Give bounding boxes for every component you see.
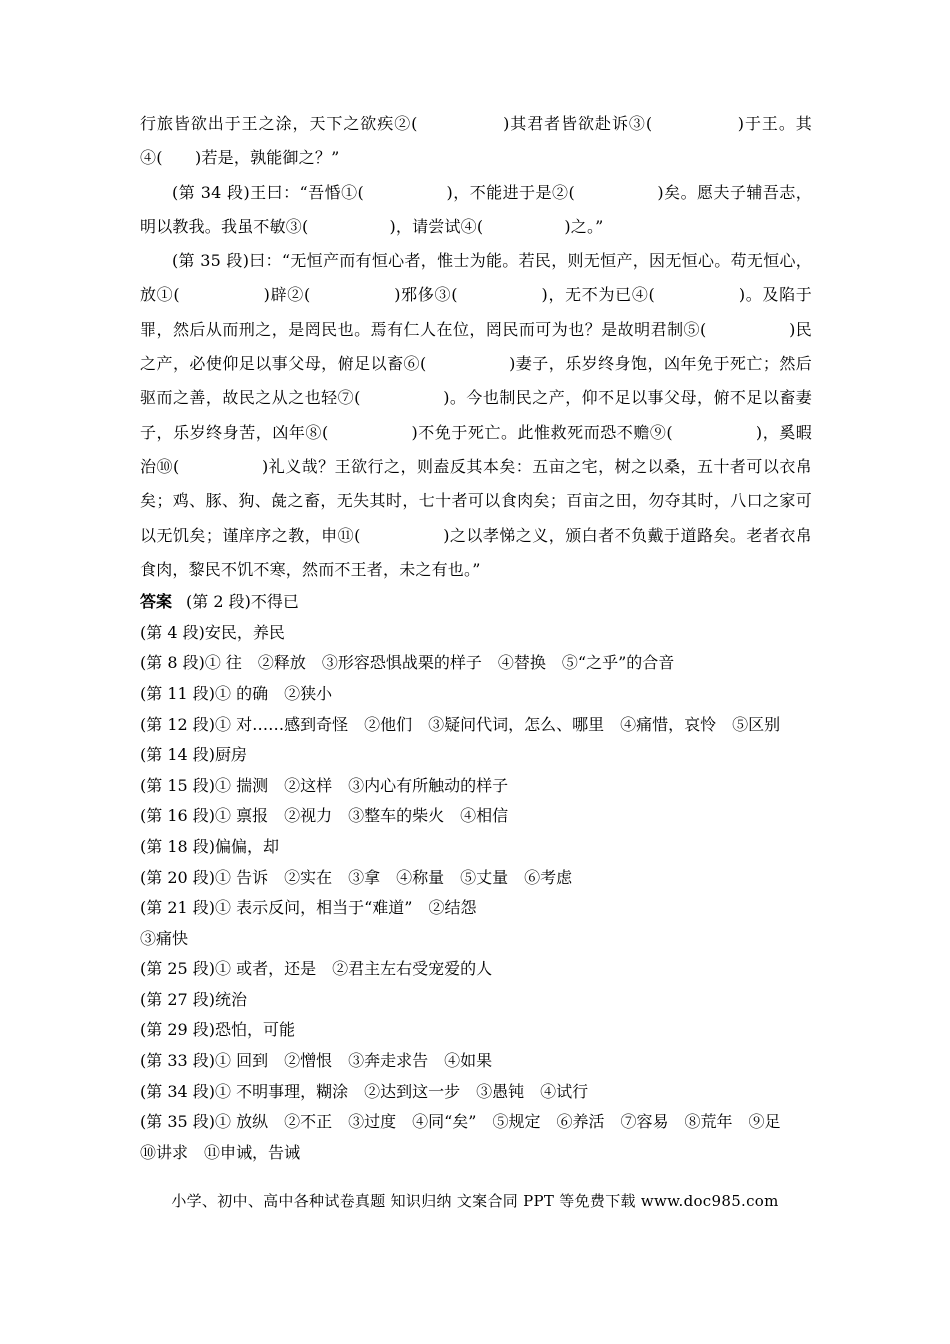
answer-line: ③痛快 <box>140 928 189 948</box>
answer-line: (第 25 段)① 或者，还是 ②君主左右受宠爱的人 <box>140 959 493 979</box>
answer-line: (第 21 段)① 表示反问，相当于“难道” ②结怨 <box>140 898 477 918</box>
answer-line <box>140 587 812 618</box>
answer-label: 答案 <box>140 592 173 612</box>
answer-line: (第 33 段)① 回到 ②憎恨 ③奔走求告 ④如果 <box>140 1051 493 1071</box>
answer-line: (第 18 段)偏偏，却 <box>140 836 280 856</box>
answer-line: (第 15 段)① 揣测 ②这样 ③内心有所触动的样子 <box>140 775 509 795</box>
answer-line: (第 27 段)统治 <box>140 989 248 1009</box>
answer-line: (第 8 段)① 往 ②释放 ③形容恐惧战栗的样子 ④替换 ⑤“之乎”的合音 <box>140 653 675 673</box>
passage-paragraph: (第 34 段)王曰：“吾惛①( )，不能进于是②( )矣。愿夫子辅吾志，明以教我。我虽不敏③( )，请尝试④( )之。” <box>140 182 812 236</box>
passage-paragraph: (第 35 段)曰：“无恒产而有恒心者，惟士为能。若民，则无恒产，因无恒心。苟无恒心，放①( )辟②( )邪侈③( )，无不为已④( )。及陷于罪，然后从而刑之，是罔民也。焉有仁人在位，罔民而可为也？是故明君制⑤( )民之产，必使仰足以事父母，俯足以畜⑥( )妻子，乐岁终身饱，凶年免于死亡；然后驱而之善，故民之从之也轻⑦( )。今也制民之产，仰不足以事父母，俯不足以畜妻子，乐岁终身苦，凶年⑧( )不免于死亡。此惟救死而恐不赡⑨( )，奚暇治⑩( )礼义哉？王欲行之，则盍反其本矣：五亩之宅，树之以桑，五十者可以衣帛矣；鸡、豚、狗、彘之畜，无失其时，七十者可以食肉矣；百亩之田，勿夺其时，八口之家可以无饥矣；谨庠序之教，申⑪( )之以孝悌之义，颁白者不负戴于道路矣。老者衣帛食肉，黎民不饥不寒，然而不王者，未之有也。” <box>140 251 812 579</box>
passage-paragraph: 行旅皆欲出于王之涂，天下之欲疾②( )其君者皆欲赴诉③( )于王。其④( )若是，孰能御之？” <box>140 114 812 168</box>
answer-text: (第 2 段)不得已 <box>186 592 299 612</box>
answer-line: (第 4 段)安民，养民 <box>140 622 285 642</box>
answer-line: (第 16 段)① 禀报 ②视力 ③整车的柴火 ④相信 <box>140 806 509 826</box>
answer-line: (第 35 段)① 放纵 ②不正 ③过度 ④同“矣” ⑤规定 ⑥养活 ⑦容易 ⑧荒年 ⑨足 ⑩讲求 ⑪申诫，告诫 <box>140 1112 797 1162</box>
document-body <box>140 108 812 1168</box>
passage <box>140 107 812 587</box>
answer-section <box>140 587 812 1168</box>
page-footer: 小学、初中、高中各种试卷真题 知识归纳 文案合同 PPT 等免费下载 www.doc985.com <box>171 1192 779 1210</box>
answer-line: (第 34 段)① 不明事理，糊涂 ②达到这一步 ③愚钝 ④试行 <box>140 1081 589 1101</box>
answer-line: (第 14 段)厨房 <box>140 745 248 765</box>
answer-line: (第 11 段)① 的确 ②狭小 <box>140 683 333 703</box>
answer-line: (第 20 段)① 告诉 ②实在 ③拿 ④称量 ⑤丈量 ⑥考虑 <box>140 867 573 887</box>
answer-line: (第 29 段)恐怕，可能 <box>140 1020 296 1040</box>
answer-line: (第 12 段)① 对……感到奇怪 ②他们 ③疑问代词，怎么、哪里 ④痛惜，哀怜 ⑤区别 <box>140 714 781 734</box>
